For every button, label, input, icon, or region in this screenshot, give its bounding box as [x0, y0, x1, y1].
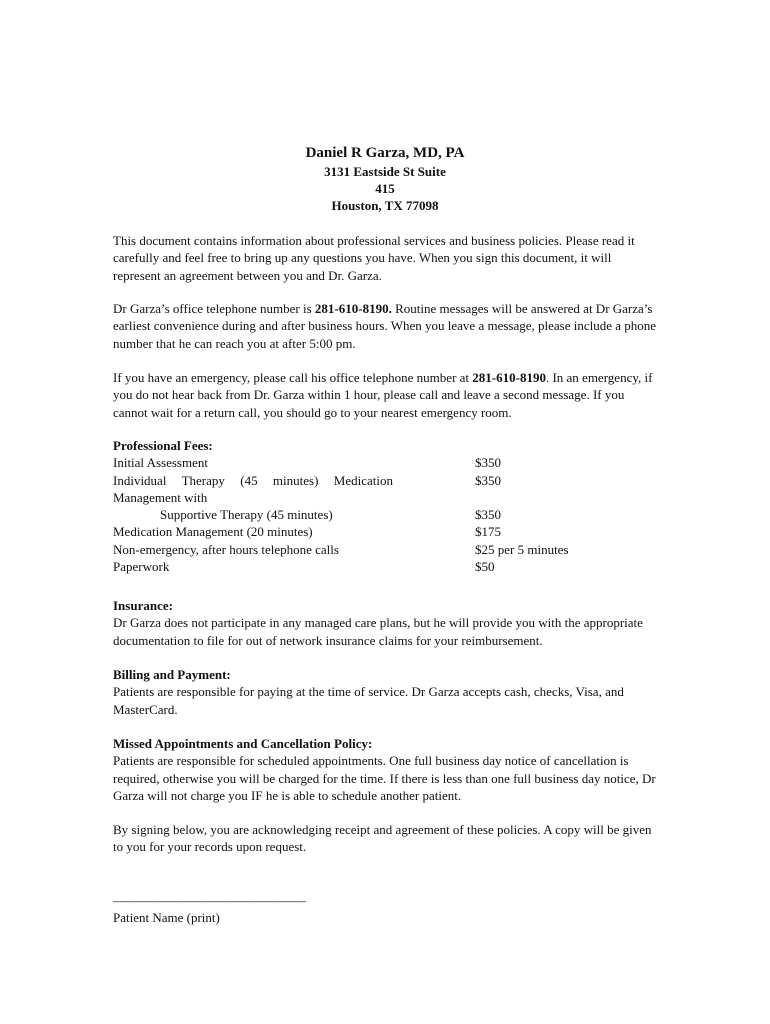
fee-row [113, 558, 658, 575]
billing-text: Patients are responsible for paying at the time of service. Dr Garza accepts cash, checks, Visa, and MasterCard. [113, 684, 624, 717]
signature-line[interactable]: ———————————————— [113, 893, 305, 908]
fee-row [113, 454, 658, 471]
fee-row [113, 523, 658, 540]
signature-block [113, 892, 658, 927]
fee-row [113, 506, 658, 523]
emergency-text-before: If you have an emergency, please call his office telephone number at [113, 370, 473, 385]
fee-price: $350 [475, 455, 501, 471]
billing-heading: Billing and Payment: [113, 667, 231, 682]
fees-heading: Professional Fees: [113, 438, 213, 453]
fee-price: $175 [475, 524, 501, 540]
billing-section [113, 666, 658, 718]
signature-label: Patient Name (print) [113, 910, 220, 926]
fee-price: $50 [475, 559, 495, 575]
missed-heading: Missed Appointments and Cancellation Policy: [113, 736, 373, 751]
missed-text: Patients are responsible for scheduled appointments. One full business day notice of cancellation is required, otherwise you will be charged for the time. If there is less than one full business day notice, Dr Garza will not charge you IF he is able to schedule another patient. [113, 753, 656, 803]
insurance-section [113, 597, 658, 649]
intro-paragraph: This document contains information about professional services and business policies. Please read it carefully and feel free to bring up any questions you have. When you sign this document, it will represent an agreement between you and Dr. Garza. [113, 233, 635, 283]
fee-row [113, 472, 658, 507]
insurance-text: Dr Garza does not participate in any managed care plans, but he will provide you with the appropriate documentation to file for out of network insurance claims for your reimbursement. [113, 615, 643, 648]
fee-price: $25 per 5 minutes [475, 541, 569, 557]
phone-text-before: Dr Garza’s office telephone number is [113, 301, 315, 316]
fee-label: Medication Management (20 minutes) [113, 524, 313, 540]
fee-price: $350 [475, 472, 501, 488]
signing-paragraph: By signing below, you are acknowledging receipt and agreement of these policies. A copy will be given to you for your records upon request. [113, 822, 652, 855]
fee-label: Paperwork [113, 559, 170, 575]
fee-label: Non-emergency, after hours telephone calls [113, 541, 339, 557]
missed-appointments-section [113, 735, 658, 804]
fee-label: Supportive Therapy (45 minutes) [160, 507, 333, 523]
emergency-text-after: . In an emergency, if you do not hear back from Dr. Garza within 1 hour, please call and leave a second message. If you cannot wait for a return call, you should go to your nearest emergency room. [113, 370, 653, 420]
emergency-phone-number: 281-610-8190 [472, 370, 546, 385]
phone-paragraph [113, 300, 658, 352]
address-line-2: 415 [375, 181, 395, 196]
fees-section [113, 437, 658, 575]
fee-row [113, 541, 658, 558]
address-line-3: Houston, TX 77098 [331, 198, 439, 213]
fee-label: Initial Assessment [113, 455, 208, 471]
fee-label: Individual Therapy (45 minutes) Medication Management with [113, 472, 393, 505]
doctor-name: Daniel R Garza, MD, PA [305, 145, 465, 161]
emergency-paragraph [113, 369, 658, 421]
fee-price: $350 [475, 507, 501, 523]
phone-text-after: Routine messages will be answered at Dr Garza’s earliest convenience during and after business hours. When you leave a message, please include a phone number that he can reach you at after 5:00 pm. [113, 301, 657, 351]
phone-number: 281-610-8190. [314, 301, 392, 316]
insurance-heading: Insurance: [113, 598, 173, 613]
address-line-1: 3131 Eastside St Suite [324, 164, 446, 179]
